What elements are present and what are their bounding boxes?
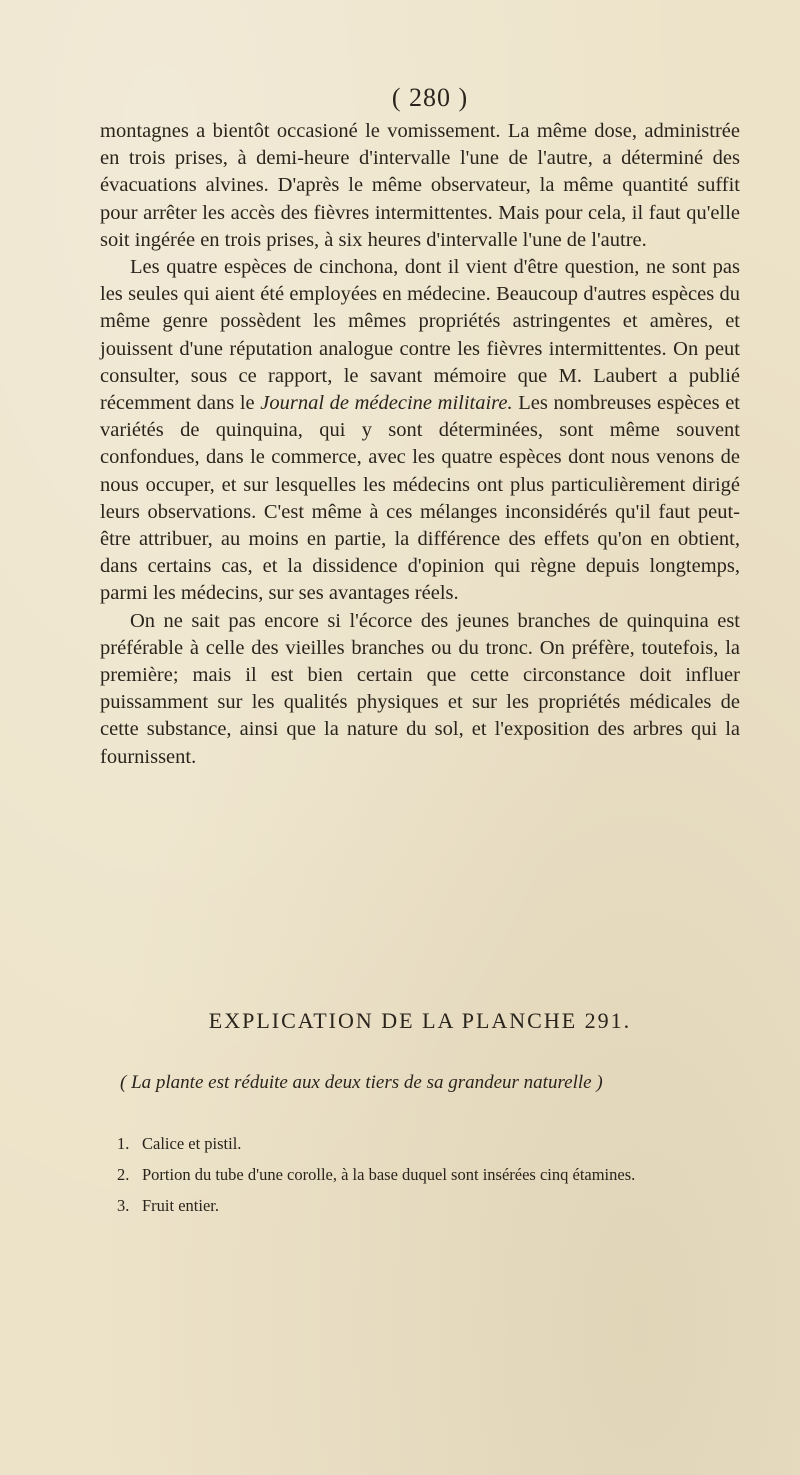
- legend-item-text: Calice et pistil.: [142, 1134, 242, 1153]
- paragraph-3: On ne sait pas encore si l'écorce des jeunes branches de quinquina est préférable à celle des vieilles branches ou du tronc. On préfère, toutefois, la première; mais il est bien certain que cette circonstance doit influer puissamment sur les qualités physiques et sur les propriétés médicales de cette substance, ainsi que la nature du sol, et l'exposition des arbres qui la fournissent.: [100, 609, 740, 768]
- plate-title: EXPLICATION DE LA PLANCHE 291.: [208, 1008, 632, 1033]
- legend-item-text: Portion du tube d'une corolle, à la base duquel sont insérées cinq étamines.: [142, 1165, 636, 1184]
- legend-item: [117, 1190, 737, 1221]
- body-text: [100, 118, 740, 771]
- legend-item-number: 2.: [117, 1165, 130, 1184]
- journal-title: Journal de médecine militaire.: [260, 392, 513, 415]
- legend-item-number: 1.: [117, 1134, 130, 1153]
- paragraph-2: [100, 254, 740, 608]
- legend-item-text: Fruit entier.: [142, 1196, 219, 1215]
- page-number: ( 280 ): [391, 83, 469, 112]
- legend-item: [117, 1128, 737, 1159]
- legend-item: [117, 1159, 737, 1190]
- plate-legend: [117, 1128, 737, 1221]
- paragraph-2-end: Les nombreuses espèces et variétés de quinquina, qui y sont déterminées, sont même souvent confondues, dans le commerce, avec les quatre espèces dont nous venons de nous occuper, et sur lesquelles les médecins ont plus particulièrement dirigé leurs observations. C'est même à ces mélanges inconsidérés qu'il faut peut-être attribuer, au moins en partie, la différence des effets qu'on en obtient, dans certains cas, et la dissidence d'opinion qui règne depuis longtemps, parmi les médecins, sur ses avantages réels.: [100, 392, 741, 605]
- plate-subtitle: ( La plante est réduite aux deux tiers de sa grandeur naturelle ): [120, 1072, 603, 1093]
- legend-item-number: 3.: [117, 1196, 130, 1215]
- paragraph-2-start: Les quatre espèces de cinchona, dont il vient d'être question, ne sont pas les seules qui aient été employées en médecine. Beaucoup d'autres espèces du même genre possèdent les mêmes propriétés astringentes et amères, et jouissent d'une réputation analogue contre les fièvres intermittentes. On peut consulter, sous ce rapport, le savant mémoire que M. Laubert a publié récemment dans le: [100, 256, 740, 415]
- paragraph-1: montagnes a bientôt occasioné le vomissement. La même dose, administrée en trois prises, à demi-heure d'intervalle l'une de l'autre, a déterminé des évacuations alvines. D'après le même observateur, la même quantité suffit pour arrêter les accès des fièvres intermittentes. Mais pour cela, il faut qu'elle soit ingérée en trois prises, à six heures d'intervalle l'une de l'autre.: [100, 120, 740, 251]
